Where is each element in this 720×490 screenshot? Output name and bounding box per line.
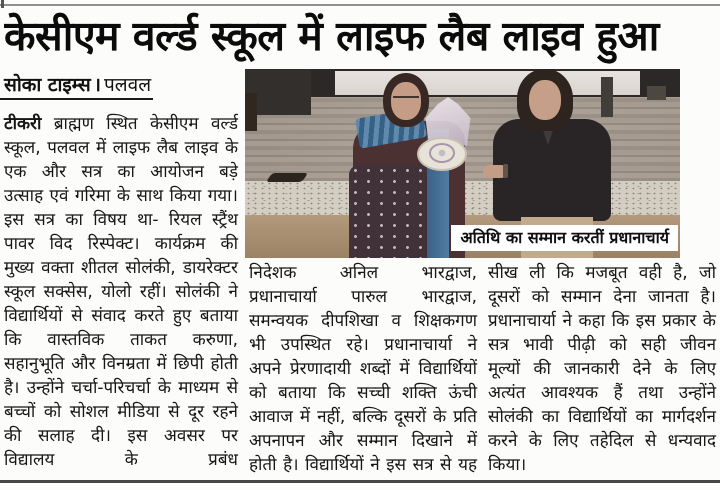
byline-location: पलवल (103, 74, 152, 96)
photo-caption: अतिथि का सम्मान करतीं प्रधानाचार्य (451, 225, 678, 251)
byline-underline (0, 98, 153, 100)
body-column-3: सीख ली कि मजबूत वही है, जो दूसरों को सम्मान देना जानता है। प्रधानाचार्या ने कहा कि इस प्रकार के सत्र भावी पीढ़ी को सही जीवन मूल्यों की जानकारी देने के लिए अत्यंत आवश्यक हैं तथा उन्होंने सोलंकी का विद्यार्थियों का मार्गदर्शन करने के लिए तहेदिल से धन्यवाद किया। (488, 263, 716, 475)
lead-word: टीकरी (4, 114, 42, 134)
article-photo (245, 69, 680, 258)
bottom-divider (0, 480, 720, 483)
byline (4, 71, 151, 97)
scan-edge-mark (1, 0, 4, 8)
body-column-1 (4, 112, 238, 484)
top-divider (0, 4, 720, 6)
body-column-2: निदेशक अनिल भारद्वाज, प्रधानाचार्या पारुल भारद्वाज, समन्वयक दीपशिखा व शिक्षकगण भी उपस्थित रहे। प्रधानाचार्या ने अपने प्रेरणादायी शब्दों में विद्यार्थियों को बताया कि सच्ची शक्ति ऊंची आवाज में नहीं, बल्कि दूसरों के प्रति अपनापन और सम्मान दिखाने में होती है। विद्यार्थियों ने इस सत्र से यह (249, 263, 477, 475)
column-1-text: ब्राह्मण स्थित केसीएम वर्ल्ड स्कूल, पलवल में लाइफ लैब लाइव के एक और सत्र का आयोजन बड़े उत्साह एवं गरिमा के साथ किया गया। इस सत्र का विषय था- रियल स्ट्रैंथ पावर विद रिस्पेक्ट। कार्यक्रम की मुख्य वक्ता शीतल सोलंकी, डायरेक्टर स्कूल सक्सेस, योलो रहीं। सोलंकी ने विद्यार्थियों से संवाद करते हुए बताया कि वास्तविक ताकत करुणा, सहानुभूति और विनम्रता में छिपी होती है। उन्होंने चर्चा-परिचर्चा के माध्यम से बच्चों को सोशल मीडिया से दूर रहने की सलाह दी। इस अवसर पर विद्यालय के प्रबंध (4, 114, 238, 470)
byline-separator: । (93, 74, 101, 96)
headline: केसीएम वर्ल्ड स्कूल में लाइफ लैब लाइव हुआ (4, 12, 659, 60)
byline-source: सोका टाइम्स (4, 74, 91, 96)
